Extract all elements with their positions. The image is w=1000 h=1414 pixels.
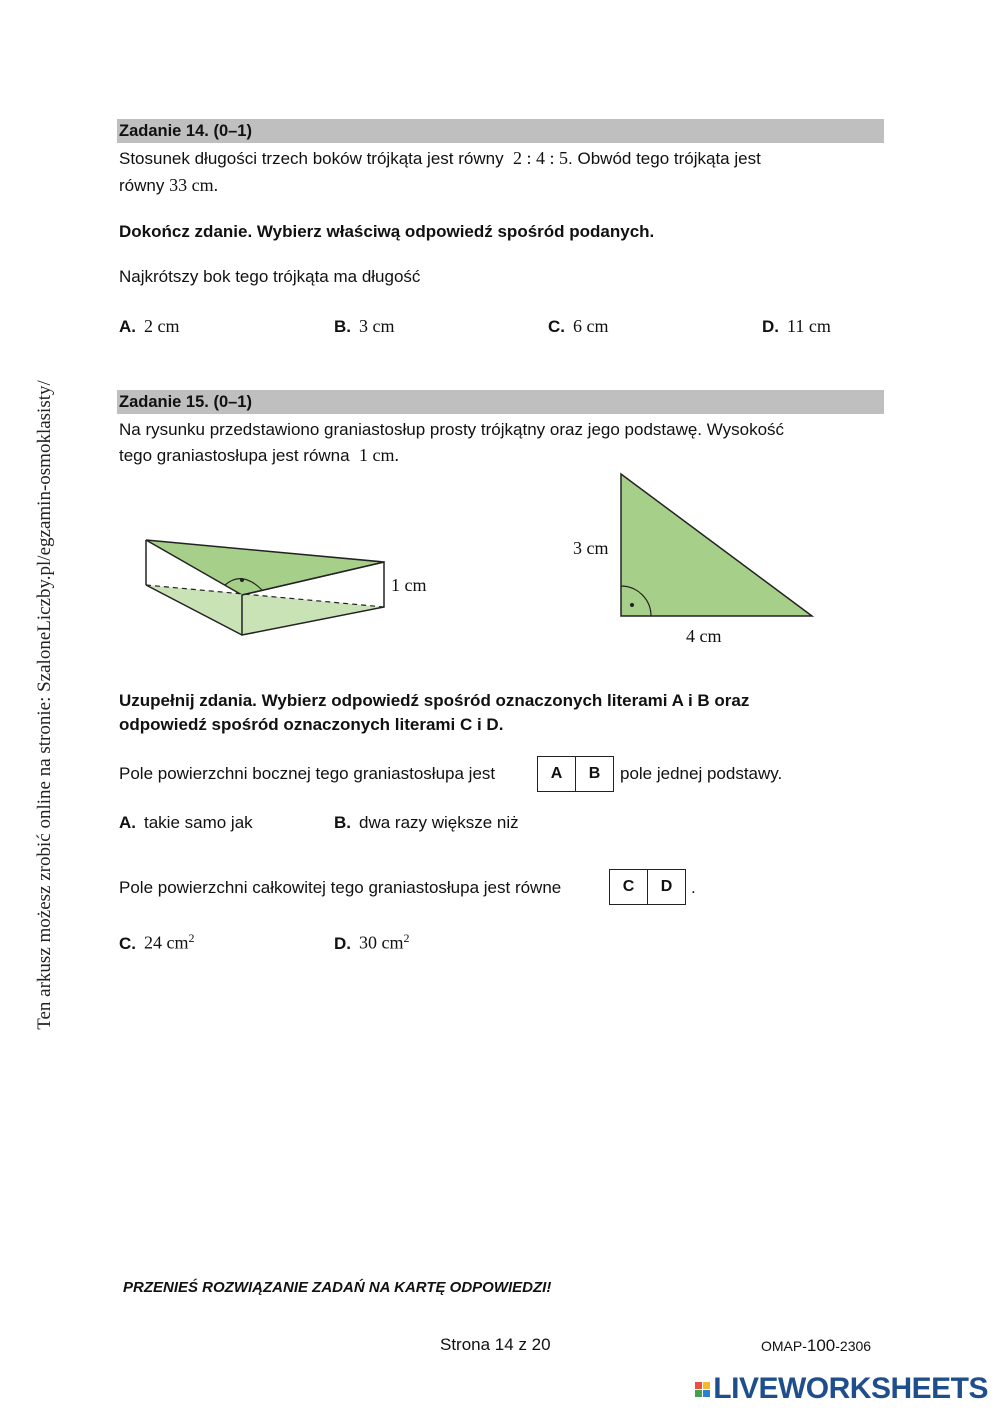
answer-box-cd[interactable]: [609, 869, 686, 905]
task14-header: Zadanie 14. (0–1): [117, 119, 884, 143]
transfer-note: PRZENIEŚ ROZWIĄZANIE ZADAŃ NA KARTĘ ODPOWIEDZI!: [123, 1279, 552, 1296]
answer-box-ab[interactable]: [537, 756, 614, 792]
task14-text-line2: równy 33 cm.: [119, 175, 219, 195]
task15-instruction-line1: Uzupełnij zdania. Wybierz odpowiedź spośród oznaczonych literami A i B oraz: [119, 691, 750, 710]
prism-bottom-face: [146, 585, 384, 635]
task15-header: Zadanie 15. (0–1): [117, 390, 884, 414]
box-b[interactable]: B: [575, 757, 613, 791]
task15-sentence2-start: Pole powierzchni całkowitej tego graniastosłupa jest równe: [119, 878, 562, 897]
task15-sentence1-end: pole jednej podstawy.: [620, 764, 783, 783]
side-note: Ten arkusz możesz zrobić online na stronie: SzaloneLiczby.pl/egzamin-osmoklasisty/: [34, 380, 55, 1030]
task14-stem: Najkrótszy bok tego trójkąta ma długość: [119, 267, 421, 286]
task14-text-line1: Stosunek długości trzech boków trójkąta jest równy 2 : 4 : 5. Obwód tego trójkąta jest: [119, 148, 761, 168]
triangle-horizontal-label: 4 cm: [686, 626, 722, 646]
task15-option-a[interactable]: A. takie samo jak: [119, 813, 253, 832]
task14-option-c[interactable]: C. 6 cm: [548, 316, 609, 336]
brand-name: LIVEWORKSHEETS: [713, 1372, 988, 1405]
exam-code: OMAP-100-2306: [761, 1336, 872, 1355]
task14-option-b[interactable]: B. 3 cm: [334, 316, 395, 336]
box-a[interactable]: A: [550, 765, 563, 782]
task15-instruction-line2: odpowiedź spośród oznaczonych literami C i D.: [119, 715, 504, 734]
task14-perimeter: 33 cm.: [169, 175, 219, 195]
prism-right-angle-dot: [240, 578, 244, 582]
task14-instruction: Dokończ zdanie. Wybierz właściwą odpowiedź spośród podanych.: [119, 222, 655, 241]
triangle-figure: [600, 465, 830, 630]
task14-option-a[interactable]: A. 2 cm: [119, 316, 180, 336]
box-c[interactable]: C: [622, 878, 635, 895]
task15-option-d[interactable]: D. 30 $cm^2$: [334, 931, 410, 953]
triangle-right-angle-dot: [630, 603, 634, 607]
task15-option-c[interactable]: C. 24 $cm^2$: [119, 931, 195, 953]
task15-text-line1: Na rysunku przedstawiono graniastosłup prosty trójkątny oraz jego podstawę. Wysokość: [119, 420, 785, 439]
task15-sentence1-start: Pole powierzchni bocznej tego graniastosłupa jest: [119, 764, 496, 783]
task15-height-value: 1 cm.: [359, 445, 400, 465]
box-d[interactable]: D: [647, 870, 685, 904]
task14-ratio: 2 : 4 : 5: [513, 148, 569, 168]
task15-sentence2-end: .: [691, 878, 696, 897]
task15-option-b[interactable]: B. dwa razy większe niż: [334, 813, 519, 832]
triangle-vertical-label: 3 cm: [573, 538, 609, 558]
task14-option-d[interactable]: D. 11 cm: [762, 316, 831, 336]
liveworksheets-icon: [695, 1382, 710, 1397]
liveworksheets-logo[interactable]: [695, 1372, 988, 1406]
task15-text-line2: tego graniastosłupa jest równa 1 cm.: [119, 445, 400, 465]
prism-height-label: 1 cm: [391, 575, 427, 595]
triangle-base: [621, 474, 812, 616]
prism-top-face: [146, 540, 384, 595]
page-number: Strona 14 z 20: [440, 1335, 551, 1354]
